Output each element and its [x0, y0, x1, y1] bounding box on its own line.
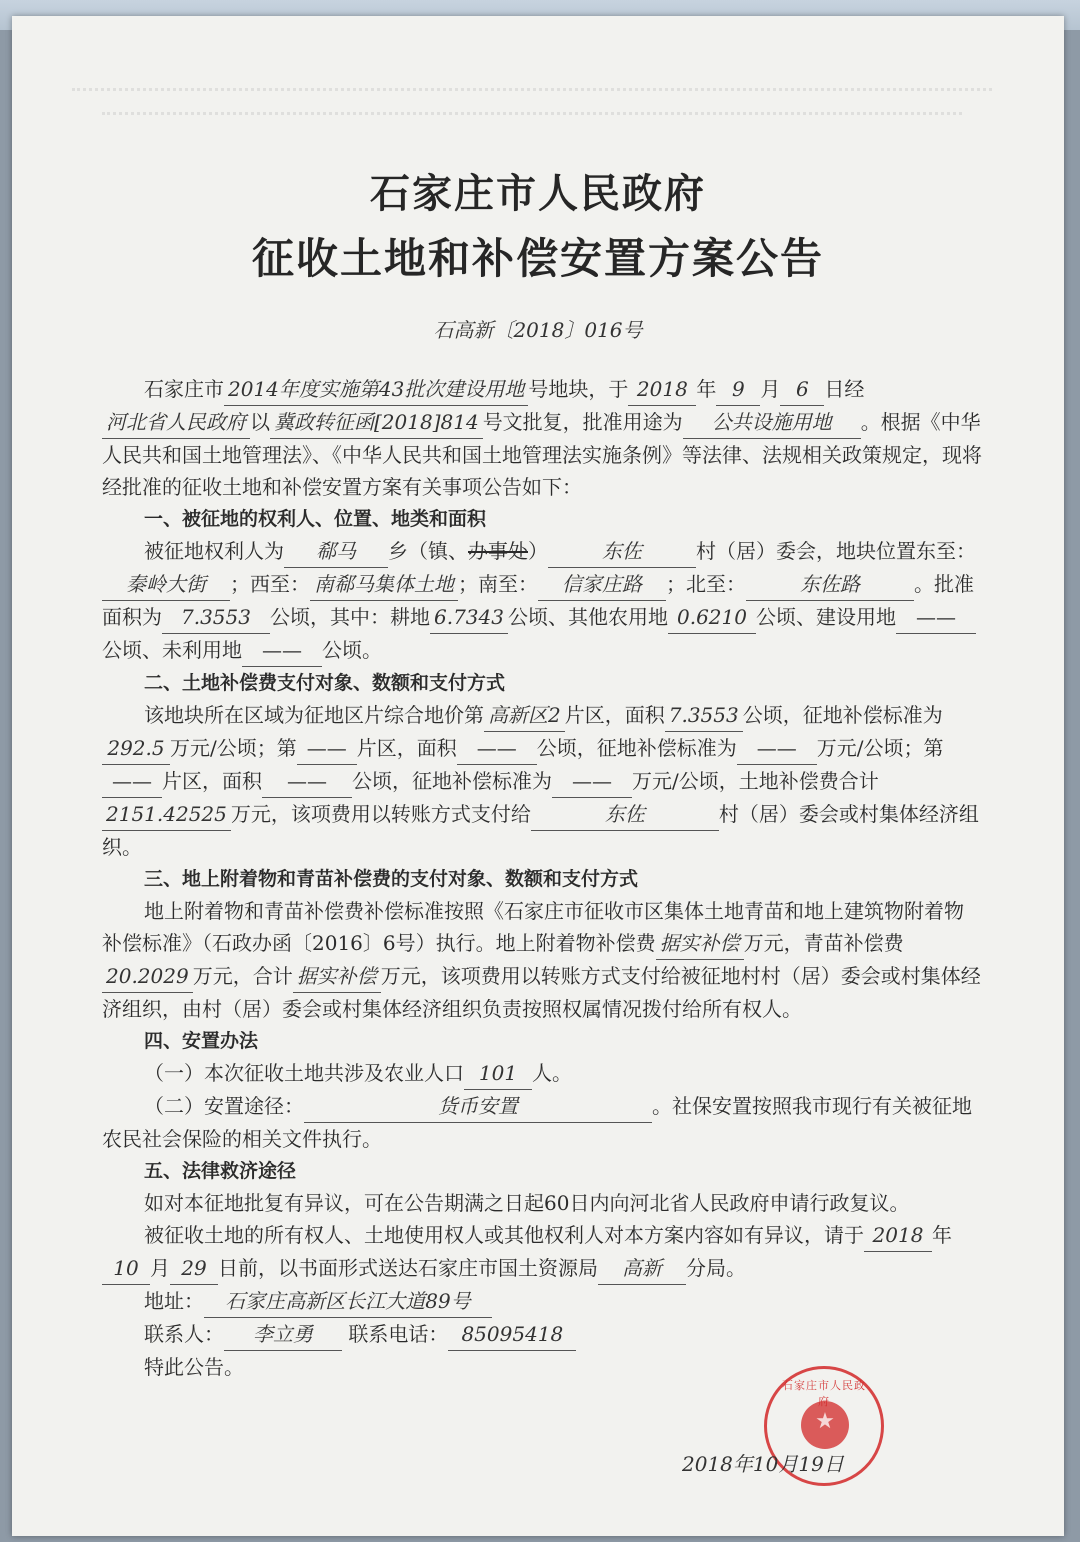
sign-day: 19	[798, 1452, 824, 1476]
contact-label: 联系人：	[144, 1322, 224, 1346]
text: 以	[250, 410, 270, 434]
text: 。批准面积为	[102, 572, 974, 629]
text: （一）本次征收土地共涉及农业人口	[144, 1061, 464, 1085]
section-2-paragraph	[102, 699, 982, 863]
zone-2-area: ——	[457, 732, 537, 765]
deadline-month: 10	[102, 1252, 150, 1285]
approval-day: 6	[780, 373, 824, 406]
text: 地上附着物和青苗补偿费补偿标准按照《石家庄市征收市区集体土地青苗和地上建筑物附着物补偿标准》（石政办函〔2016〕6号）执行。地上附着物补偿费	[102, 899, 964, 955]
text: 公顷、建设用地	[756, 605, 896, 629]
text: 村（居）委会或村集体经济组织。	[102, 802, 979, 859]
title-line-1: 石家庄市人民政府	[370, 171, 706, 217]
signature-date	[682, 1448, 844, 1477]
land-compensation-total: 2151.42525	[102, 798, 231, 831]
other-agri-area: 0.6210	[668, 601, 756, 634]
text: 日经	[824, 377, 865, 401]
sign-year: 2018	[682, 1452, 733, 1476]
text: 公顷、未利用地	[102, 638, 242, 662]
text: 被征收土地的所有权人、土地使用权人或其他权利人对本方案内容如有异议，请于	[144, 1223, 864, 1247]
zone-3: ——	[102, 765, 162, 798]
text: 公顷，征地补偿标准为	[352, 769, 552, 793]
text: 分局。	[686, 1256, 746, 1280]
text: 号文批复，批准用途为	[482, 410, 683, 434]
approval-doc: 冀政转征函[2018]814	[270, 406, 483, 439]
text: 。社保安置按照我市现行有关被征地农民社会保险的相关文件执行。	[102, 1094, 972, 1151]
west-boundary: 南郗马集体土地	[310, 568, 458, 601]
document-number: 石高新〔2018〕016号	[433, 318, 643, 342]
text: 公顷，其中：耕地	[270, 605, 430, 629]
text: 万元，该项费用以转账方式支付给	[230, 802, 531, 826]
zone-3-standard: ——	[552, 765, 632, 798]
text: 日前，以书面形式送达石家庄市国土资源局	[218, 1256, 598, 1280]
text: 。根据《中华人民共和国土地管理法》、《中华人民共和国土地管理法实施条例》等法律、法规相关政策规定，现将经批准的征收土地和补偿安置方案有关事项公告如下：	[102, 410, 982, 499]
title-line-2: 征收土地和补偿安置方案公告	[251, 234, 824, 283]
unused-area: ——	[242, 634, 322, 667]
farmland-area: 6.7343	[430, 601, 508, 634]
intro-paragraph	[102, 373, 982, 503]
text: 村（居）委会，地块位置东至：	[696, 539, 976, 563]
text: 公顷。	[322, 638, 382, 662]
text: 年	[696, 377, 717, 401]
text: ；南至：	[458, 572, 538, 596]
section-4-item-2	[102, 1090, 982, 1155]
contact-line	[102, 1318, 982, 1351]
total-fee: 据实补偿	[293, 960, 381, 993]
plot-name: 2014年度实施第43批次建设用地	[224, 373, 528, 406]
address: 石家庄高新区长江大道89号	[204, 1285, 492, 1318]
attachment-fee: 据实补偿	[656, 927, 744, 960]
section-1-paragraph	[102, 535, 982, 667]
notice-paper	[12, 16, 1064, 1536]
section-1-heading: 一、被征地的权利人、位置、地类和面积	[144, 508, 487, 530]
zone-3-area: ——	[262, 765, 352, 798]
text: 年	[932, 1223, 952, 1247]
notice-body	[102, 373, 982, 1383]
text: 月	[150, 1256, 170, 1280]
township: 郗马	[284, 535, 388, 568]
text: 万元/公顷，土地补偿费合计	[632, 769, 879, 793]
section-5-paragraph-1: 如对本征地批复有异议，可在公告期满之日起60日内向河北省人民政府申请行政复议。	[144, 1191, 910, 1215]
text: 乡（镇、	[388, 539, 468, 563]
address-label: 地址：	[144, 1289, 204, 1313]
land-purpose: 公共设施用地	[683, 406, 861, 439]
section-2-heading: 二、土地补偿费支付对象、数额和支付方式	[144, 672, 506, 694]
sign-month: 10	[752, 1452, 779, 1476]
section-4-heading: 四、安置办法	[144, 1030, 259, 1052]
zone-2: ——	[297, 732, 357, 765]
zone-2-standard: ——	[737, 732, 817, 765]
deadline-year: 2018	[864, 1219, 932, 1252]
text: 片区，面积	[356, 736, 457, 760]
sub-bureau: 高新	[598, 1252, 686, 1285]
text: 片区，面积	[564, 703, 665, 727]
compensation-standard: 292.5	[102, 732, 170, 765]
contact-phone: 85095418	[448, 1318, 576, 1351]
text: （二）安置途径：	[144, 1094, 304, 1118]
text: ；西至：	[230, 572, 310, 596]
text: 日	[823, 1452, 844, 1476]
text: 月	[760, 377, 781, 401]
approver: 河北省人民政府	[102, 406, 250, 439]
text: 该地块所在区域为征地区片综合地价第	[144, 703, 484, 727]
resettlement-method: 货币安置	[304, 1090, 652, 1123]
national-emblem-icon: ★	[801, 1401, 849, 1449]
text: ）	[528, 539, 548, 563]
text: 月	[778, 1452, 799, 1476]
text: 被征地权利人为	[144, 539, 284, 563]
phone-label: 联系电话：	[348, 1322, 449, 1346]
seal-text: 石家庄市人民政	[782, 1379, 866, 1392]
address-line	[102, 1285, 982, 1318]
deadline-day: 29	[170, 1252, 218, 1285]
approval-month: 9	[716, 373, 760, 406]
section-3-heading: 三、地上附着物和青苗补偿费的支付对象、数额和支付方式	[144, 868, 639, 890]
text: 号地块，于	[528, 377, 629, 401]
text: 万元，青苗补偿费	[743, 931, 904, 955]
price-zone: 高新区2	[484, 699, 565, 732]
contact-person: 李立勇	[224, 1318, 342, 1351]
section-4-item-1	[102, 1057, 982, 1090]
construction-area: ——	[896, 601, 976, 634]
text: 公顷，征地补偿标准为	[742, 703, 943, 727]
crop-fee: 20.2029	[102, 960, 193, 993]
text: 人。	[532, 1061, 572, 1085]
faded-print	[72, 88, 992, 101]
section-5-paragraph-2	[102, 1219, 982, 1285]
struck-text: 办事处	[468, 539, 528, 563]
agricultural-population: 101	[464, 1057, 532, 1090]
text: 万元，该项费用以转账方式支付给被征地村村（居）委会或村集体经济组织，由村（居）委会或村集体经济组织负责按照权属情况拨付给所有权人。	[102, 964, 981, 1021]
text: 年	[732, 1452, 753, 1476]
text: ；北至：	[666, 572, 746, 596]
section-5-heading: 五、法律救济途径	[144, 1160, 297, 1182]
east-boundary: 秦岭大街	[102, 568, 230, 601]
text: 公顷，征地补偿标准为	[536, 736, 737, 760]
zone-area: 7.3553	[665, 699, 743, 732]
text: 万元，合计	[192, 964, 293, 988]
closing-text: 特此公告。	[144, 1355, 244, 1379]
payee-village: 东佐	[531, 798, 719, 831]
north-boundary: 东佐路	[746, 568, 914, 601]
text: 万元/公顷；第	[170, 736, 297, 760]
village: 东佐	[548, 535, 696, 568]
faded-print	[102, 112, 962, 125]
section-3-paragraph	[102, 895, 982, 1025]
text: 片区，面积	[162, 769, 262, 793]
south-boundary: 信家庄路	[538, 568, 666, 601]
text: 万元/公顷；第	[816, 736, 944, 760]
approval-year: 2018	[628, 373, 696, 406]
text: 公顷、其他农用地	[508, 605, 668, 629]
text: 石家庄市	[144, 377, 224, 401]
total-area: 7.3553	[162, 601, 270, 634]
